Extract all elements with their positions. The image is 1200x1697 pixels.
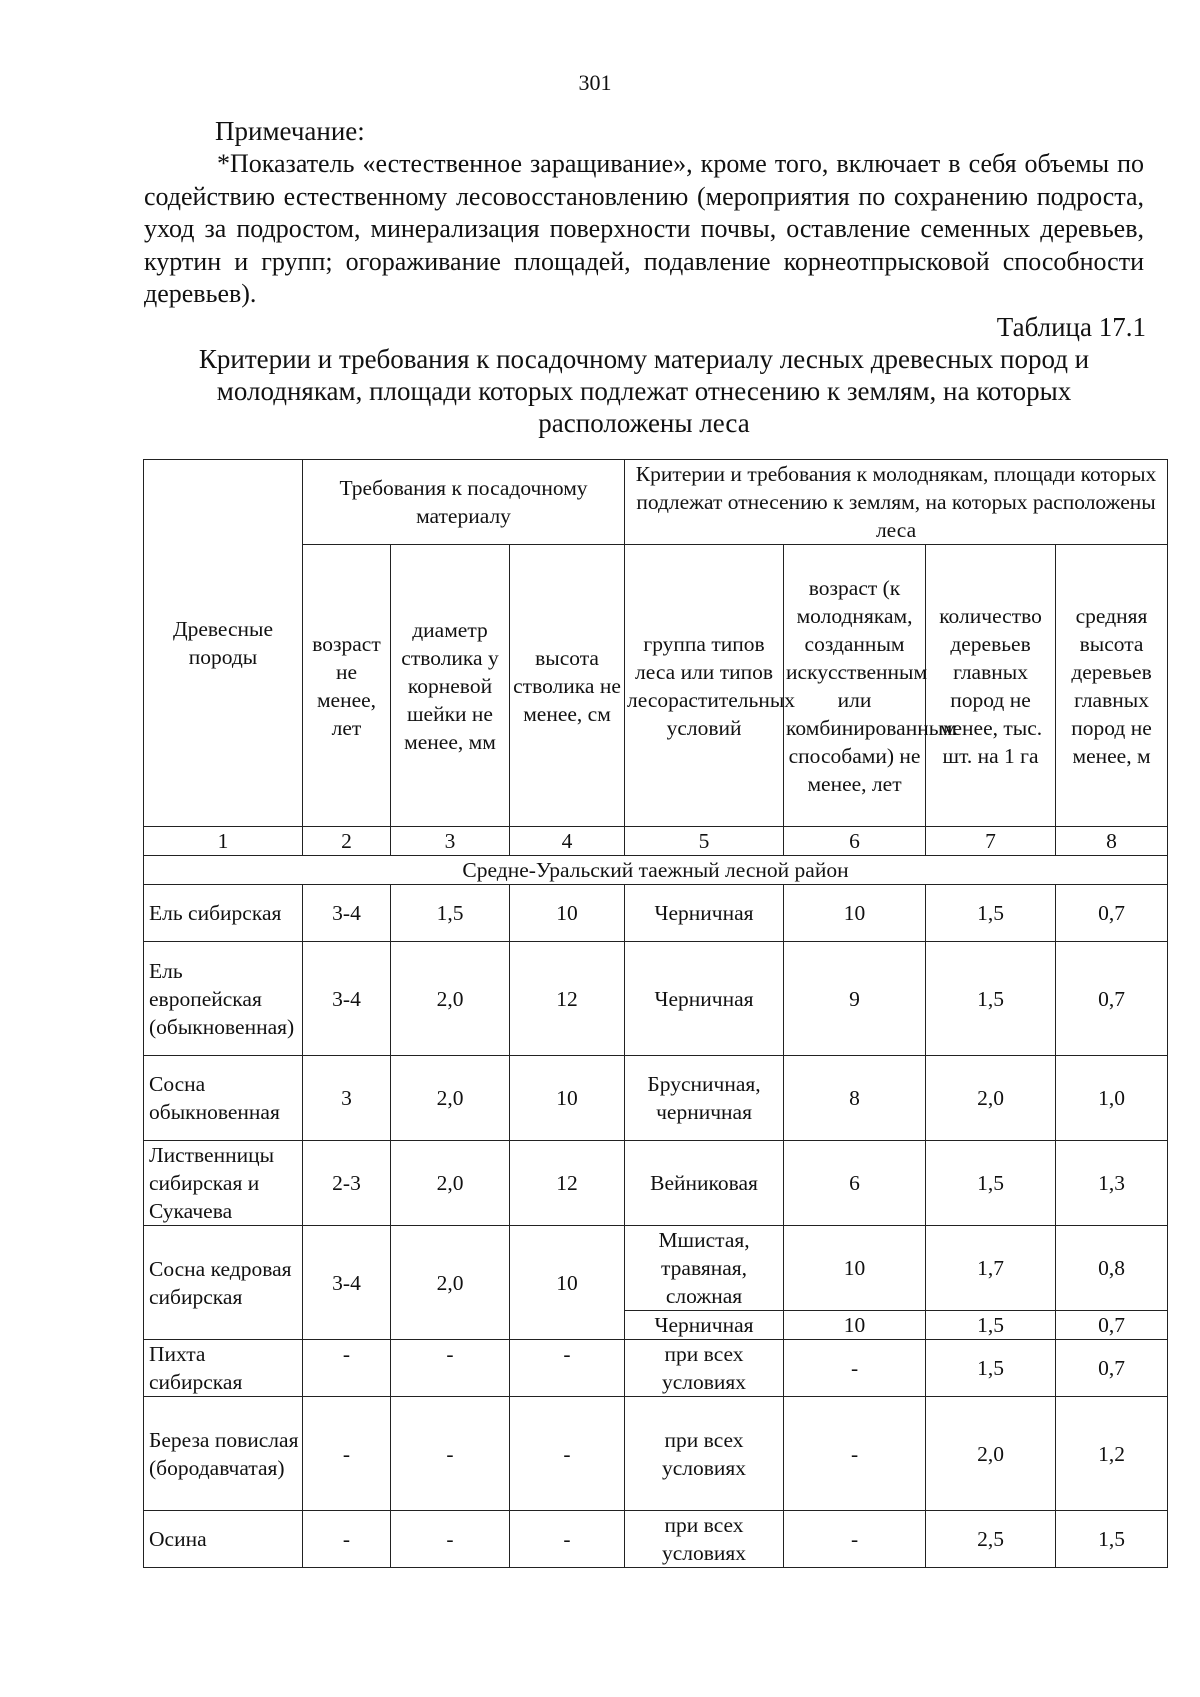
young-age-cell: 10 <box>784 1226 926 1311</box>
table-row <box>144 1397 1168 1511</box>
species-cell: Сосна обыкновенная <box>144 1056 303 1141</box>
column-number: 1 <box>144 827 303 856</box>
table-row <box>144 1511 1168 1568</box>
age-cell: 2-3 <box>303 1141 391 1226</box>
forest-type-cell: Брусничная, черничная <box>625 1056 784 1141</box>
count-cell: 1,5 <box>926 1141 1056 1226</box>
forest-type-cell: Вейниковая <box>625 1141 784 1226</box>
mean-height-cell: 0,7 <box>1056 942 1168 1056</box>
species-cell: Сосна кедровая сибирская <box>144 1226 303 1340</box>
count-cell: 2,0 <box>926 1056 1056 1141</box>
page-number: 301 <box>578 70 612 95</box>
species-cell: Береза повислая (бородавчатая) <box>144 1397 303 1511</box>
mean-height-cell: 1,0 <box>1056 1056 1168 1141</box>
table-caption: Критерии и требования к посадочному материалу лесных древесных пород и молоднякам, площади которых подлежат отнесению к землям, на которых расположены леса <box>198 344 1090 438</box>
table-row <box>144 885 1168 942</box>
young-age-cell: 9 <box>784 942 926 1056</box>
species-cell: Пихта сибирская <box>144 1340 303 1397</box>
count-cell: 2,0 <box>926 1397 1056 1511</box>
age-cell: - <box>303 1397 391 1511</box>
mean-height-cell: 0,7 <box>1056 1311 1168 1340</box>
mean-height-cell: 0,7 <box>1056 885 1168 942</box>
diameter-cell: 2,0 <box>391 1141 510 1226</box>
note-body: *Показатель «естественное заращивание», кроме того, включает в себя объемы по содействию естественному лесовосстановлению (мероприятия по сохранению подроста, уход за подростом, минерализация поверхности почвы, оставление семенных деревьев, куртин и групп; огораживание площадей, подавление корнеотпрысковой способности деревьев). <box>144 149 1144 308</box>
forest-type-cell: при всех условиях <box>625 1397 784 1511</box>
diameter-cell: 2,0 <box>391 942 510 1056</box>
criteria-table <box>143 459 1168 1568</box>
header-young-group: Критерии и требования к молоднякам, площади которых подлежат отнесению к землям, на которых расположены леса <box>625 460 1168 545</box>
region-heading: Средне-Уральский таежный лесной район <box>144 856 1168 885</box>
height-cell: 10 <box>510 1056 625 1141</box>
young-age-cell: 10 <box>784 1311 926 1340</box>
age-cell: 3 <box>303 1056 391 1141</box>
header-tree-count: количество деревьев главных пород не менее, тыс. шт. на 1 га <box>926 545 1056 827</box>
diameter-cell: 1,5 <box>391 885 510 942</box>
age-cell: - <box>303 1340 391 1397</box>
mean-height-cell: 1,5 <box>1056 1511 1168 1568</box>
height-cell: - <box>510 1511 625 1568</box>
height-cell: 10 <box>510 885 625 942</box>
mean-height-cell: 1,2 <box>1056 1397 1168 1511</box>
header-young-age: возраст (к молоднякам, созданным искусственным или комбинированным способами) не менее, лет <box>784 545 926 827</box>
count-cell: 1,5 <box>926 942 1056 1056</box>
diameter-cell: 2,0 <box>391 1056 510 1141</box>
young-age-cell: - <box>784 1511 926 1568</box>
column-number: 3 <box>391 827 510 856</box>
header-age: возраст не менее, лет <box>303 545 391 827</box>
young-age-cell: - <box>784 1397 926 1511</box>
height-cell: 12 <box>510 942 625 1056</box>
young-age-cell: 6 <box>784 1141 926 1226</box>
table-row <box>144 1141 1168 1226</box>
height-cell: - <box>510 1340 625 1397</box>
column-number: 5 <box>625 827 784 856</box>
forest-type-cell: Черничная <box>625 1311 784 1340</box>
diameter-cell: 2,0 <box>391 1226 510 1340</box>
header-diameter: диаметр стволика у корневой шейки не менее, мм <box>391 545 510 827</box>
column-number: 4 <box>510 827 625 856</box>
table-row <box>144 1340 1168 1397</box>
column-number: 8 <box>1056 827 1168 856</box>
table-label: Таблица 17.1 <box>996 312 1146 342</box>
mean-height-cell: 0,8 <box>1056 1226 1168 1311</box>
age-cell: - <box>303 1511 391 1568</box>
note-title: Примечание: <box>215 116 365 146</box>
forest-type-cell: Мшистая, травяная, сложная <box>625 1226 784 1311</box>
mean-height-cell: 0,7 <box>1056 1340 1168 1397</box>
header-forest-type: группа типов леса или типов лесорастительных условий <box>625 545 784 827</box>
forest-type-cell: Черничная <box>625 942 784 1056</box>
species-cell: Ель европейская (обыкновенная) <box>144 942 303 1056</box>
mean-height-cell: 1,3 <box>1056 1141 1168 1226</box>
age-cell: 3-4 <box>303 942 391 1056</box>
species-cell: Ель сибирская <box>144 885 303 942</box>
header-mean-height: средняя высота деревьев главных пород не менее, м <box>1056 545 1168 827</box>
species-cell: Лиственницы сибирская и Сукачева <box>144 1141 303 1226</box>
age-cell: 3-4 <box>303 1226 391 1340</box>
header-height: высота стволика не менее, см <box>510 545 625 827</box>
count-cell: 1,7 <box>926 1226 1056 1311</box>
young-age-cell: 10 <box>784 885 926 942</box>
height-cell: 12 <box>510 1141 625 1226</box>
age-cell: 3-4 <box>303 885 391 942</box>
count-cell: 2,5 <box>926 1511 1056 1568</box>
column-number: 6 <box>784 827 926 856</box>
diameter-cell: - <box>391 1511 510 1568</box>
table-row <box>144 942 1168 1056</box>
young-age-cell: - <box>784 1340 926 1397</box>
forest-type-cell: Черничная <box>625 885 784 942</box>
diameter-cell: - <box>391 1340 510 1397</box>
count-cell: 1,5 <box>926 885 1056 942</box>
count-cell: 1,5 <box>926 1340 1056 1397</box>
forest-type-cell: при всех условиях <box>625 1511 784 1568</box>
table-row <box>144 1056 1168 1141</box>
species-cell: Осина <box>144 1511 303 1568</box>
forest-type-cell: при всех условиях <box>625 1340 784 1397</box>
header-planting-group: Требования к посадочному материалу <box>303 460 625 545</box>
column-numbers-row <box>144 827 1168 856</box>
diameter-cell: - <box>391 1397 510 1511</box>
young-age-cell: 8 <box>784 1056 926 1141</box>
header-species: Древесные породы <box>144 460 303 827</box>
height-cell: 10 <box>510 1226 625 1340</box>
count-cell: 1,5 <box>926 1311 1056 1340</box>
height-cell: - <box>510 1397 625 1511</box>
table-row <box>144 1226 1168 1311</box>
column-number: 2 <box>303 827 391 856</box>
column-number: 7 <box>926 827 1056 856</box>
